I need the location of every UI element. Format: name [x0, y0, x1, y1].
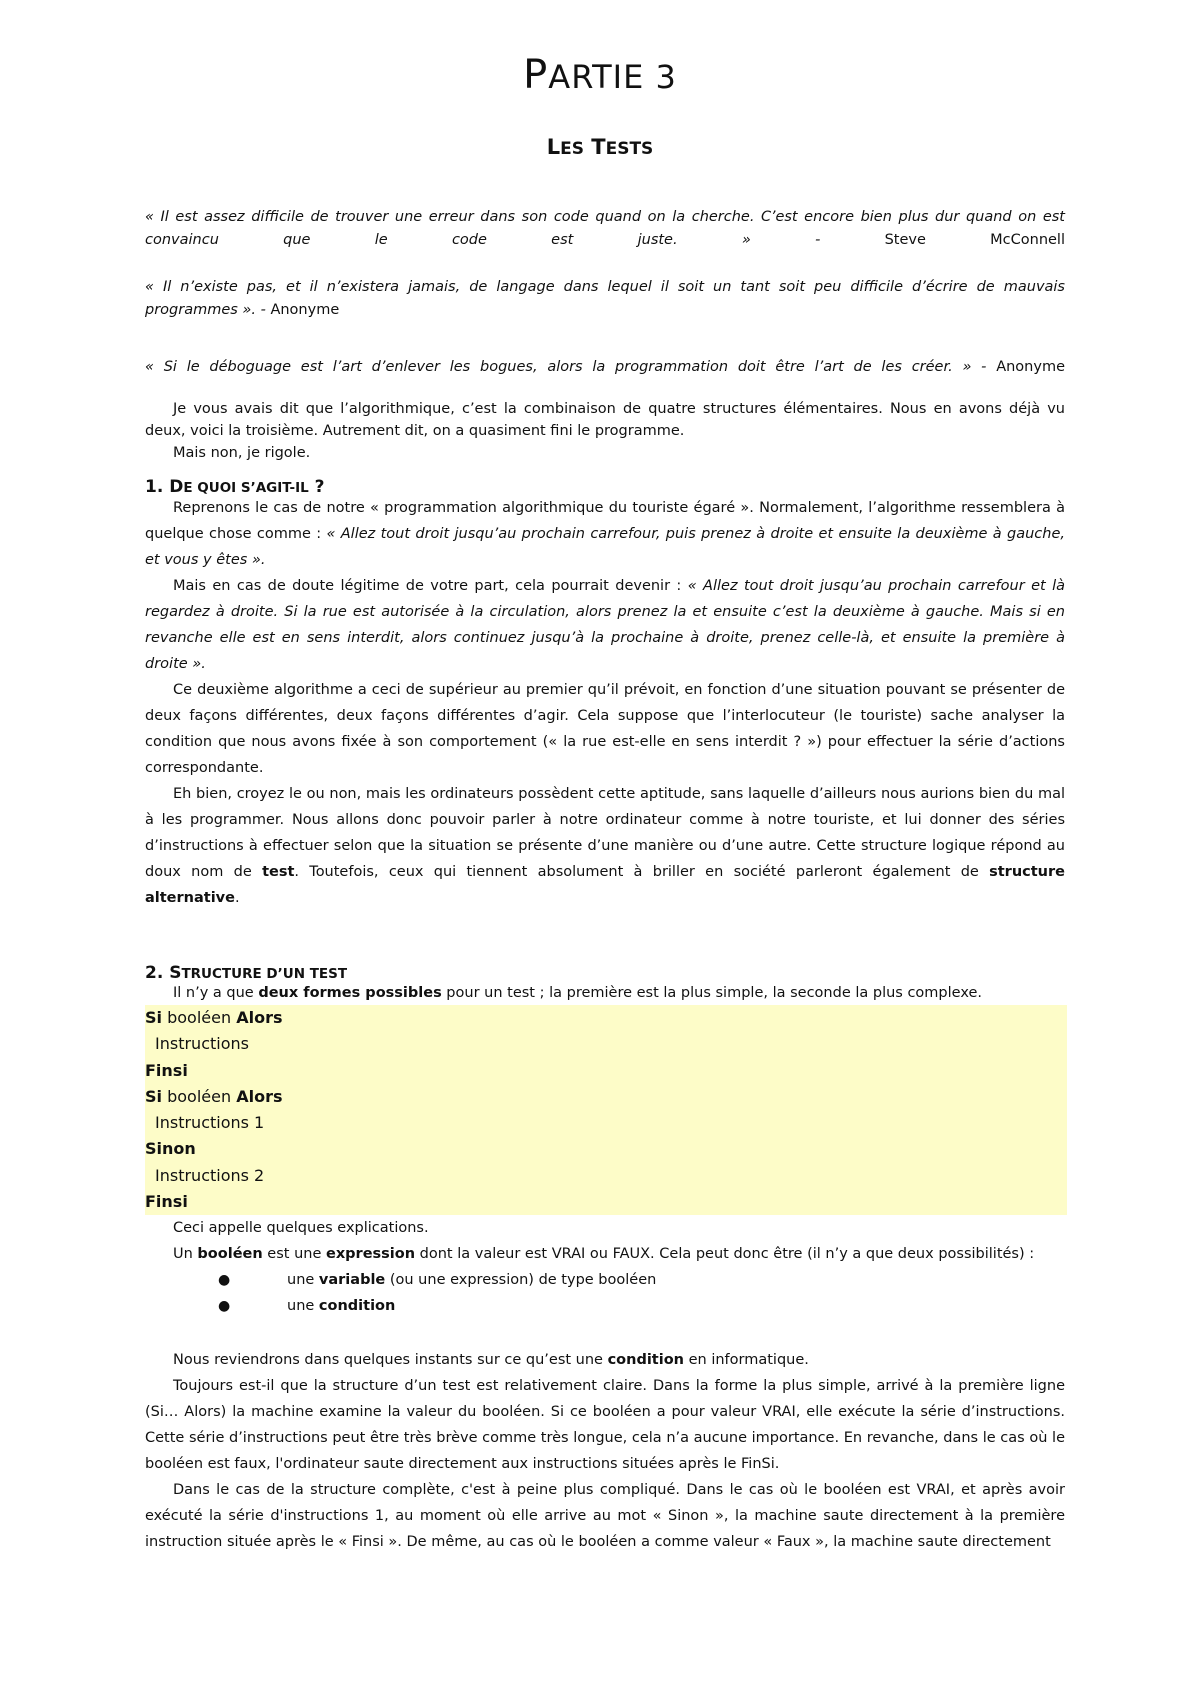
text-span: est une: [262, 1246, 326, 1263]
bullet-icon: ●: [218, 1298, 231, 1315]
section-2-paragraph-3: [145, 1241, 1065, 1267]
spacer: [145, 1319, 1065, 1347]
text-span: en informatique.: [684, 1352, 809, 1369]
bullet-icon: ●: [218, 1272, 231, 1289]
code-line: [145, 1189, 1067, 1215]
keyword-si: Si: [145, 1008, 163, 1027]
section-1-heading-end: ?: [308, 477, 325, 497]
text-span: une: [287, 1298, 319, 1315]
text-span: Un: [173, 1246, 198, 1263]
section-1-paragraph-2: [145, 573, 1065, 677]
text-span: Eh bien, croyez le ou non, mais les ordinateurs possèdent cette aptitude, sans laquelle d’ailleurs nous aurions bien du mal à les programmer. Nous allons donc pouvoir parler à notre ordinateur comme à notre touriste, et lui donner des séries d’instructions à effectuer selon que la situation se présente d’une manière ou d’une autre. Cette structure logique répond au doux nom de: [145, 786, 1065, 880]
code-text: booléen: [162, 1086, 237, 1106]
epigraph-quote-3: [145, 356, 1065, 379]
code-line: [145, 1084, 1067, 1110]
quote-author: Steve McConnell: [884, 232, 1065, 248]
bold-term: condition: [607, 1352, 684, 1369]
bold-term: structure alternative: [145, 864, 1065, 906]
text-span: .: [234, 890, 240, 906]
text-span: Reprenons le cas de notre « programmation algorithmique du touriste égaré ». Normalement, l’algorithme ressemblera à quelque chose comme :: [145, 500, 1065, 542]
code-line: Instructions 1: [155, 1113, 265, 1133]
section-1-body: [145, 495, 1065, 911]
section-2-paragraph-5: Toujours est-il que la structure d’un test est relativement claire. Dans la forme la plus simple, arrivé à la première ligne (Si… Alors) la machine examine la valeur du booléen. Si ce booléen a pour valeur VRAI, elle exécute la série d’instructions. Cette série d’instructions peut être très brève comme très longue, cela n’a aucune importance. En revanche, dans le cas où le booléen est faux, l'ordinateur saute directement aux instructions situées après le FinSi.: [145, 1378, 1065, 1473]
keyword-finsi: Finsi: [145, 1060, 188, 1080]
section-1-paragraph-3: Ce deuxième algorithme a ceci de supérieur au premier qu’il prévoit, en fonction d’une situation pouvant se présenter de deux façons différentes, deux façons différentes d’agir. Cela suppose que l’interlocuteur (le touriste) sache analyser la condition que nous avons fixée à son comportement (« la rue est-elle en sens interdit ? ») pour effectuer la série d’actions correspondante.: [145, 682, 1065, 776]
pseudocode-block: [145, 1005, 1067, 1215]
italic-quote: « Allez tout droit jusqu’au prochain carrefour, puis prenez à droite et ensuite la deuxième à gauche, et vous y êtes ».: [145, 526, 1065, 568]
section-2-heading-rest: TRUCTURE D’UN TEST: [181, 966, 348, 982]
keyword-alors: Alors: [236, 1086, 283, 1106]
page-title: [0, 52, 1200, 98]
quote-text: « Il n’existe pas, et il n’existera jamais, de langage dans lequel il soit un tant soit peu difficile d’écrire de mauvais programmes ». -: [145, 279, 1065, 318]
text-span: dont la valeur est VRAI ou FAUX. Cela peut donc être (il n’y a que deux possibilités) :: [415, 1246, 1035, 1263]
title-rest: ARTIE 3: [548, 58, 677, 96]
intro-paragraphs: [145, 398, 1065, 464]
bold-term: expression: [325, 1246, 416, 1263]
page-subtitle: [0, 135, 1200, 159]
code-text: booléen: [162, 1008, 237, 1027]
subtitle-w1-rest: ES: [560, 139, 584, 159]
keyword-si: Si: [145, 1086, 163, 1106]
text-span: Mais en cas de doute légitime de votre part, cela pourrait devenir :: [173, 578, 688, 594]
epigraph-quote-1: [145, 206, 1065, 252]
quote-author: Anonyme: [270, 302, 340, 318]
section-2-heading-num: 2. S: [145, 963, 182, 983]
text-span: Il n’y a que: [173, 985, 259, 1001]
section-2-paragraph-4: [145, 1347, 1065, 1373]
list-item: [145, 1267, 1065, 1293]
bold-term: booléen: [197, 1246, 263, 1263]
title-initial: P: [523, 52, 549, 98]
subtitle-w2-initial: T: [591, 135, 606, 159]
italic-quote: « Allez tout droit jusqu’au prochain carrefour et là regardez à droite. Si la rue est autorisée à la circulation, alors prenez la et ensuite c’est la deuxième à gauche. Mais si en revanche elle est en sens interdit, alors continuez jusqu’à la prochaine à droite, prenez celle-là, et ensuite la première à droite ».: [145, 578, 1065, 672]
text-span: Nous reviendrons dans quelques instants sur ce qu’est une: [173, 1352, 608, 1369]
quote-text: « Il est assez difficile de trouver une erreur dans son code quand on la cherche. C’est encore bien plus dur quand on est convaincu que le code est juste. » -: [145, 209, 1065, 248]
bold-term: condition: [318, 1298, 396, 1315]
section-1-paragraph-1: [145, 495, 1065, 573]
section-1-paragraph-4: [145, 781, 1065, 911]
section-2-paragraph-1: [145, 981, 1065, 1005]
section-1-heading-rest: E QUOI S’AGIT-IL: [183, 480, 309, 496]
section-2-paragraph-6: Dans le cas de la structure complète, c'est à peine plus compliqué. Dans le cas où le booléen est VRAI, et après avoir exécuté la série d'instructions 1, au moment où elle arrive au mot « Sinon », la machine saute directement à la première instruction située après le « Finsi ». De même, au cas où le booléen a comme valeur « Faux », la machine saute directement: [145, 1482, 1065, 1551]
code-line: Instructions: [155, 1034, 249, 1054]
quote-text: « Si le déboguage est l’art d’enlever les bogues, alors la programmation doit être l’art de les créer. » -: [145, 359, 987, 375]
intro-paragraph-2: Mais non, je rigole.: [173, 445, 311, 461]
section-2-body: [145, 981, 1065, 1555]
bullet-list: [145, 1267, 1065, 1319]
code-line: [145, 1136, 1067, 1162]
list-item: [145, 1293, 1065, 1319]
bold-term: test: [262, 864, 295, 880]
code-line: [145, 1058, 1067, 1084]
text-span: une: [287, 1272, 319, 1289]
bold-term: variable: [318, 1272, 386, 1289]
text-span: . Toutefois, ceux qui tiennent absolument à briller en société parleront également de: [294, 864, 990, 880]
code-line: [145, 1005, 1067, 1031]
quote-author: Anonyme: [996, 359, 1065, 375]
bold-term: deux formes possibles: [258, 985, 442, 1001]
text-span: pour un test ; la première est la plus simple, la seconde la plus complexe.: [441, 985, 982, 1001]
intro-paragraph-1: Je vous avais dit que l’algorithmique, c’est la combinaison de quatre structures élémentaires. Nous en avons déjà vu deux, voici la troisième. Autrement dit, on a quasiment fini le programme.: [145, 401, 1065, 439]
code-line: Instructions 2: [155, 1165, 265, 1185]
keyword-sinon: Sinon: [145, 1139, 196, 1159]
text-span: (ou une expression) de type booléen: [385, 1272, 657, 1289]
subtitle-w1-initial: L: [546, 135, 561, 159]
keyword-alors: Alors: [236, 1008, 283, 1027]
section-1-heading-num: 1. D: [145, 477, 184, 497]
keyword-finsi: Finsi: [145, 1192, 188, 1212]
epigraph-quote-2: [145, 276, 1065, 322]
subtitle-w2-rest: ESTS: [605, 139, 654, 159]
section-2-paragraph-2: Ceci appelle quelques explications.: [173, 1220, 429, 1237]
